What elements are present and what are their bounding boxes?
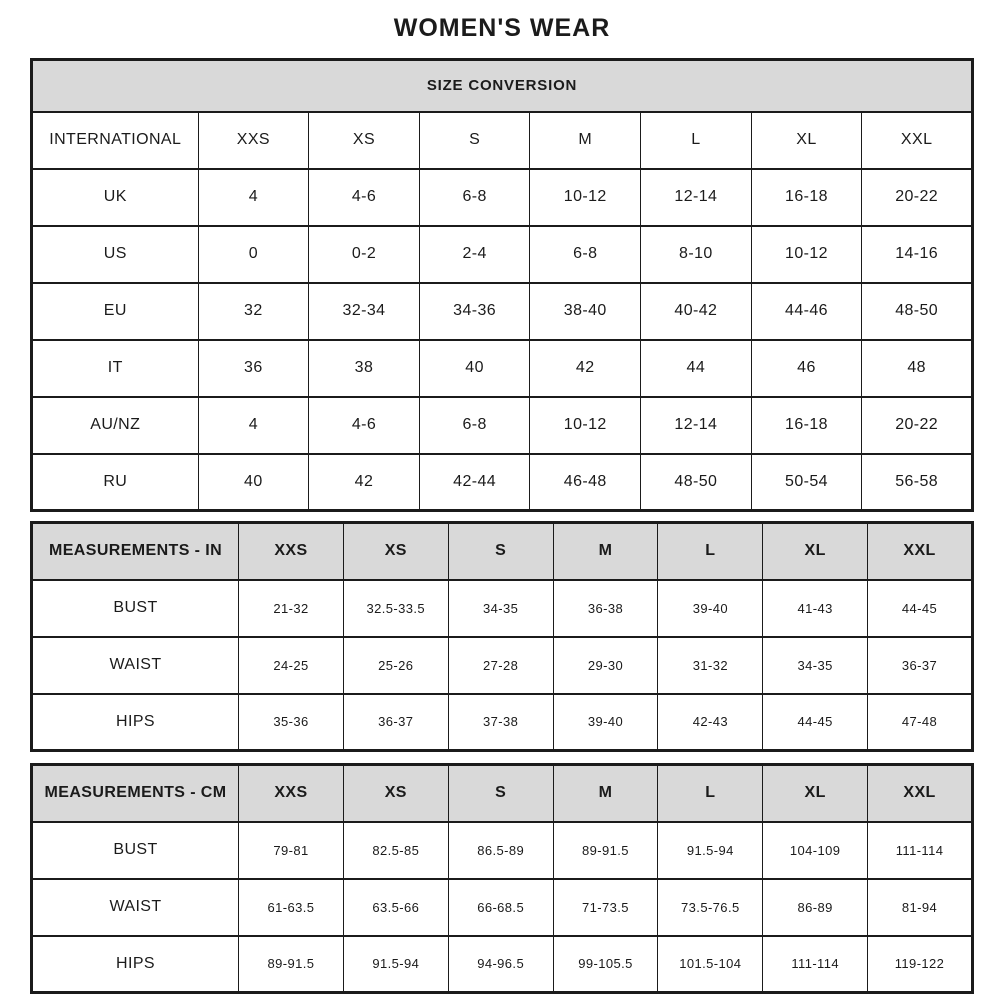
measurements-cm-cell-bust-m: 89-91.5 bbox=[553, 822, 658, 879]
size-conversion-row-au-nz bbox=[32, 397, 973, 454]
measurements-in-cell-bust-xxs: 21-32 bbox=[239, 580, 344, 637]
measurements-in-cell-waist-xs: 25-26 bbox=[343, 637, 448, 694]
measurements-in-cell-bust-xl: 41-43 bbox=[763, 580, 868, 637]
measurements-in-header-xxs: XXS bbox=[239, 523, 344, 580]
size-conversion-cell-ru-xxs: 40 bbox=[198, 454, 309, 511]
measurements-in-cell-waist-l: 31-32 bbox=[658, 637, 763, 694]
measurements-cm-header-row bbox=[32, 765, 973, 822]
size-conversion-cell-ru-m: 46-48 bbox=[530, 454, 641, 511]
size-conversion-cell-it-s: 40 bbox=[419, 340, 530, 397]
measurements-cm-cell-waist-m: 71-73.5 bbox=[553, 879, 658, 936]
measurements-in-header-m: M bbox=[553, 523, 658, 580]
size-conversion-cell-ru-xxl: 56-58 bbox=[862, 454, 973, 511]
size-conversion-cell-uk-l: 12-14 bbox=[641, 169, 752, 226]
size-conversion-header-xxl: XXL bbox=[862, 112, 973, 169]
size-conversion-cell-us-xl: 10-12 bbox=[751, 226, 862, 283]
measurements-cm-row-waist bbox=[32, 879, 973, 936]
size-conversion-label-uk: UK bbox=[32, 169, 199, 226]
size-conversion-cell-au-nz-xl: 16-18 bbox=[751, 397, 862, 454]
size-conversion-cell-us-l: 8-10 bbox=[641, 226, 752, 283]
measurements-in-header-xs: XS bbox=[343, 523, 448, 580]
size-conversion-label-it: IT bbox=[32, 340, 199, 397]
size-conversion-header-row bbox=[32, 112, 973, 169]
measurements-cm-cell-waist-xxl: 81-94 bbox=[868, 879, 973, 936]
measurements-cm-cell-waist-xxs: 61-63.5 bbox=[239, 879, 344, 936]
measurements-in-cell-hips-xl: 44-45 bbox=[763, 694, 868, 751]
measurements-in-cell-bust-xs: 32.5-33.5 bbox=[343, 580, 448, 637]
measurements-in-header-measurements-in: MEASUREMENTS - IN bbox=[32, 523, 239, 580]
size-conversion-cell-au-nz-xxl: 20-22 bbox=[862, 397, 973, 454]
measurements-in-cell-hips-m: 39-40 bbox=[553, 694, 658, 751]
measurements-cm-cell-bust-l: 91.5-94 bbox=[658, 822, 763, 879]
size-conversion-cell-eu-xl: 44-46 bbox=[751, 283, 862, 340]
measurements-cm-cell-hips-s: 94-96.5 bbox=[448, 936, 553, 993]
size-conversion-title-row bbox=[32, 60, 973, 112]
measurements-in-header-xl: XL bbox=[763, 523, 868, 580]
size-conversion-cell-it-xxs: 36 bbox=[198, 340, 309, 397]
size-conversion-cell-ru-s: 42-44 bbox=[419, 454, 530, 511]
measurements-cm-label-bust: BUST bbox=[32, 822, 239, 879]
size-conversion-table bbox=[30, 58, 974, 512]
size-conversion-label-us: US bbox=[32, 226, 199, 283]
measurements-in-label-bust: BUST bbox=[32, 580, 239, 637]
size-conversion-cell-au-nz-xxs: 4 bbox=[198, 397, 309, 454]
measurements-cm-cell-waist-l: 73.5-76.5 bbox=[658, 879, 763, 936]
size-conversion-header-l: L bbox=[641, 112, 752, 169]
size-conversion-cell-it-xxl: 48 bbox=[862, 340, 973, 397]
size-conversion-cell-eu-xxl: 48-50 bbox=[862, 283, 973, 340]
measurements-in-row-waist bbox=[32, 637, 973, 694]
size-conversion-cell-uk-m: 10-12 bbox=[530, 169, 641, 226]
size-conversion-cell-eu-xxs: 32 bbox=[198, 283, 309, 340]
size-conversion-label-ru: RU bbox=[32, 454, 199, 511]
measurements-cm-header-measurements-cm: MEASUREMENTS - CM bbox=[32, 765, 239, 822]
measurements-cm-header-l: L bbox=[658, 765, 763, 822]
measurements-cm-cell-bust-xxs: 79-81 bbox=[239, 822, 344, 879]
measurements-cm-cell-hips-xs: 91.5-94 bbox=[343, 936, 448, 993]
measurements-cm-cell-hips-xl: 111-114 bbox=[763, 936, 868, 993]
measurements-cm-cell-hips-l: 101.5-104 bbox=[658, 936, 763, 993]
size-conversion-header-m: M bbox=[530, 112, 641, 169]
measurements-cm-cell-bust-xs: 82.5-85 bbox=[343, 822, 448, 879]
measurements-in-cell-hips-s: 37-38 bbox=[448, 694, 553, 751]
measurements-cm-cell-waist-xl: 86-89 bbox=[763, 879, 868, 936]
size-conversion-cell-ru-xl: 50-54 bbox=[751, 454, 862, 511]
measurements-in-cell-hips-l: 42-43 bbox=[658, 694, 763, 751]
measurements-in-header-row bbox=[32, 523, 973, 580]
page-title: WOMEN'S WEAR bbox=[393, 14, 611, 42]
measurements-cm-label-hips: HIPS bbox=[32, 936, 239, 993]
size-conversion-label-eu: EU bbox=[32, 283, 199, 340]
measurements-in-cell-bust-s: 34-35 bbox=[448, 580, 553, 637]
measurements-in-cell-waist-xxl: 36-37 bbox=[868, 637, 973, 694]
size-conversion-row-us bbox=[32, 226, 973, 283]
measurements-cm-header-xxl: XXL bbox=[868, 765, 973, 822]
size-conversion-cell-it-xs: 38 bbox=[309, 340, 420, 397]
measurements-cm-row-hips bbox=[32, 936, 973, 993]
measurements-cm-cell-waist-xs: 63.5-66 bbox=[343, 879, 448, 936]
measurements-cm-table bbox=[30, 763, 974, 994]
size-conversion-header-xxs: XXS bbox=[198, 112, 309, 169]
measurements-cm-label-waist: WAIST bbox=[32, 879, 239, 936]
measurements-in-cell-hips-xs: 36-37 bbox=[343, 694, 448, 751]
size-conversion-cell-us-xs: 0-2 bbox=[309, 226, 420, 283]
measurements-in-cell-bust-m: 36-38 bbox=[553, 580, 658, 637]
size-conversion-cell-us-s: 2-4 bbox=[419, 226, 530, 283]
measurements-cm-row-bust bbox=[32, 822, 973, 879]
measurements-cm-cell-hips-xxl: 119-122 bbox=[868, 936, 973, 993]
measurements-cm-header-xl: XL bbox=[763, 765, 868, 822]
measurements-in-cell-bust-l: 39-40 bbox=[658, 580, 763, 637]
measurements-cm-header-m: M bbox=[553, 765, 658, 822]
measurements-in-header-xxl: XXL bbox=[868, 523, 973, 580]
size-conversion-row-it bbox=[32, 340, 973, 397]
size-conversion-cell-ru-l: 48-50 bbox=[641, 454, 752, 511]
size-conversion-cell-au-nz-m: 10-12 bbox=[530, 397, 641, 454]
measurements-cm-header-xs: XS bbox=[343, 765, 448, 822]
measurements-cm-header-xxs: XXS bbox=[239, 765, 344, 822]
size-conversion-label-au-nz: AU/NZ bbox=[32, 397, 199, 454]
size-conversion-cell-us-xxl: 14-16 bbox=[862, 226, 973, 283]
size-conversion-cell-it-l: 44 bbox=[641, 340, 752, 397]
measurements-in-cell-bust-xxl: 44-45 bbox=[868, 580, 973, 637]
size-conversion-cell-eu-xs: 32-34 bbox=[309, 283, 420, 340]
size-conversion-cell-eu-l: 40-42 bbox=[641, 283, 752, 340]
measurements-in-cell-hips-xxl: 47-48 bbox=[868, 694, 973, 751]
size-conversion-cell-it-m: 42 bbox=[530, 340, 641, 397]
measurements-in-label-waist: WAIST bbox=[32, 637, 239, 694]
measurements-in-cell-waist-s: 27-28 bbox=[448, 637, 553, 694]
size-conversion-cell-uk-s: 6-8 bbox=[419, 169, 530, 226]
measurements-cm-header-s: S bbox=[448, 765, 553, 822]
size-conversion-cell-au-nz-s: 6-8 bbox=[419, 397, 530, 454]
size-conversion-cell-us-m: 6-8 bbox=[530, 226, 641, 283]
size-conversion-row-ru bbox=[32, 454, 973, 511]
size-conversion-header-xl: XL bbox=[751, 112, 862, 169]
size-conversion-cell-au-nz-xs: 4-6 bbox=[309, 397, 420, 454]
measurements-in-label-hips: HIPS bbox=[32, 694, 239, 751]
measurements-cm-cell-bust-s: 86.5-89 bbox=[448, 822, 553, 879]
size-conversion-cell-uk-xxs: 4 bbox=[198, 169, 309, 226]
size-conversion-cell-au-nz-l: 12-14 bbox=[641, 397, 752, 454]
measurements-cm-cell-waist-s: 66-68.5 bbox=[448, 879, 553, 936]
size-conversion-cell-us-xxs: 0 bbox=[198, 226, 309, 283]
size-conversion-title: SIZE CONVERSION bbox=[32, 60, 973, 112]
size-conversion-cell-eu-m: 38-40 bbox=[530, 283, 641, 340]
size-conversion-cell-uk-xxl: 20-22 bbox=[862, 169, 973, 226]
measurements-in-header-l: L bbox=[658, 523, 763, 580]
size-conversion-header-international: INTERNATIONAL bbox=[32, 112, 199, 169]
measurements-in-row-hips bbox=[32, 694, 973, 751]
size-conversion-cell-uk-xs: 4-6 bbox=[309, 169, 420, 226]
measurements-cm-cell-hips-m: 99-105.5 bbox=[553, 936, 658, 993]
measurements-in-cell-waist-xxs: 24-25 bbox=[239, 637, 344, 694]
size-conversion-row-uk bbox=[32, 169, 973, 226]
measurements-in-table bbox=[30, 521, 974, 752]
size-conversion-header-xs: XS bbox=[309, 112, 420, 169]
size-conversion-row-eu bbox=[32, 283, 973, 340]
measurements-in-cell-hips-xxs: 35-36 bbox=[239, 694, 344, 751]
measurements-cm-cell-hips-xxs: 89-91.5 bbox=[239, 936, 344, 993]
measurements-cm-cell-bust-xxl: 111-114 bbox=[868, 822, 973, 879]
size-conversion-cell-it-xl: 46 bbox=[751, 340, 862, 397]
size-conversion-cell-eu-s: 34-36 bbox=[419, 283, 530, 340]
size-conversion-cell-uk-xl: 16-18 bbox=[751, 169, 862, 226]
size-conversion-cell-ru-xs: 42 bbox=[309, 454, 420, 511]
measurements-in-cell-waist-m: 29-30 bbox=[553, 637, 658, 694]
measurements-in-header-s: S bbox=[448, 523, 553, 580]
measurements-in-cell-waist-xl: 34-35 bbox=[763, 637, 868, 694]
size-conversion-header-s: S bbox=[419, 112, 530, 169]
measurements-in-row-bust bbox=[32, 580, 973, 637]
measurements-cm-cell-bust-xl: 104-109 bbox=[763, 822, 868, 879]
